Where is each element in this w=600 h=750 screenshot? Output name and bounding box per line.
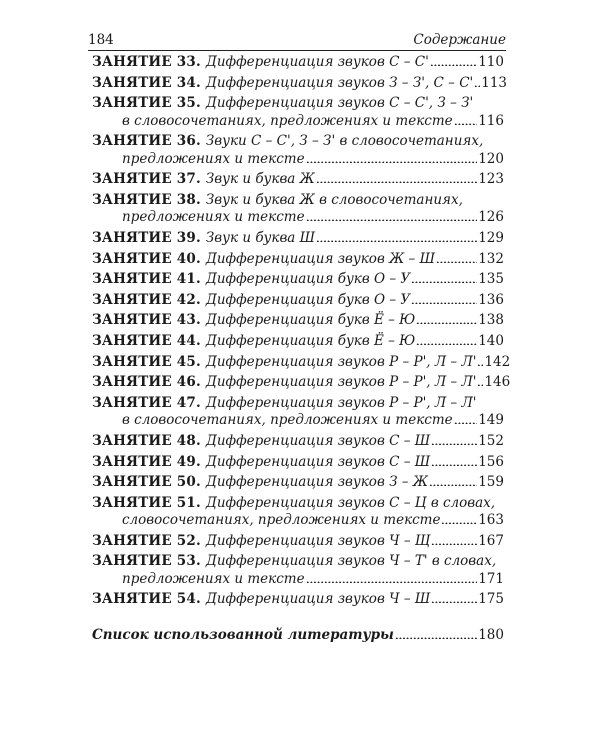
toc-line [92, 271, 504, 289]
dot-leader [411, 294, 477, 304]
toc-line [92, 312, 504, 330]
toc-page-number: 135 [478, 271, 504, 288]
toc-line [92, 113, 504, 131]
toc-entry-title: Дифференциация букв О – У [205, 271, 411, 288]
toc-entry-title: Дифференциация букв Ё – Ю [205, 333, 416, 350]
toc-line [92, 412, 504, 430]
toc-entry[interactable] [92, 395, 504, 430]
toc-line [92, 95, 504, 113]
toc-lesson-number: ЗАНЯТИЕ 51. [92, 494, 201, 511]
toc-lesson-number: ЗАНЯТИЕ 50. [92, 474, 201, 491]
toc-entry[interactable] [92, 433, 504, 451]
toc-entry[interactable] [92, 495, 504, 530]
toc-line [92, 74, 508, 93]
toc-line [92, 333, 504, 351]
toc-line [92, 571, 504, 589]
toc-line [92, 133, 504, 151]
dot-leader [431, 435, 477, 445]
toc-page-number: 180 [478, 626, 504, 643]
toc-line [92, 54, 504, 72]
toc-entry-title: Дифференциация звуков С – Ш [205, 432, 431, 449]
toc-lesson-number: ЗАНЯТИЕ 36. [92, 133, 201, 150]
table-of-contents [92, 54, 511, 648]
toc-entry-title: предложениях и тексте [122, 150, 305, 167]
toc-entry[interactable] [92, 474, 504, 492]
toc-page-number: 132 [478, 250, 504, 267]
toc-lesson-number: ЗАНЯТИЕ 46. [92, 374, 201, 391]
toc-page-number: 171 [478, 570, 504, 587]
dot-leader [411, 273, 477, 283]
toc-page-number: 113 [481, 74, 508, 91]
dot-leader [316, 232, 477, 242]
toc-entry[interactable] [92, 54, 504, 72]
toc-entry[interactable] [92, 74, 508, 93]
toc-entry-title: Дифференциация звуков З – З', С – С' [205, 74, 474, 91]
toc-line [92, 474, 504, 492]
toc-entry-title: в словосочетаниях, предложениях и тексте [122, 112, 453, 129]
toc-entry[interactable] [92, 553, 504, 588]
toc-line [92, 230, 504, 248]
toc-entry-title: Дифференциация звуков Р – Р', Л – Л' [205, 394, 477, 411]
toc-entry-title: Дифференциация звуков Ч – Щ [205, 532, 431, 549]
toc-lesson-number: ЗАНЯТИЕ 43. [92, 312, 201, 329]
toc-entry-title: словосочетаниях, предложениях и тексте [122, 512, 441, 529]
toc-entry[interactable] [92, 292, 504, 310]
toc-line [92, 454, 504, 472]
toc-lesson-number: ЗАНЯТИЕ 42. [92, 291, 201, 308]
toc-lesson-number: ЗАНЯТИЕ 40. [92, 250, 201, 267]
toc-page-number: 116 [478, 112, 504, 129]
dot-leader [454, 115, 478, 125]
dot-leader [306, 573, 478, 583]
toc-entry-title: Дифференциация звуков Р – Р', Л – Л' [205, 374, 477, 391]
dot-leader [477, 376, 483, 386]
toc-entry-title: предложениях и тексте [122, 209, 305, 226]
toc-lesson-number: ЗАНЯТИЕ 53. [92, 553, 201, 570]
dot-leader [436, 253, 477, 263]
toc-entry[interactable] [92, 251, 504, 269]
toc-page-number: 146 [484, 374, 511, 391]
toc-entry[interactable] [92, 171, 504, 189]
toc-lesson-number: ЗАНЯТИЕ 49. [92, 453, 201, 470]
section-title: Содержание [413, 32, 506, 48]
toc-lesson-number: ЗАНЯТИЕ 47. [92, 394, 201, 411]
toc-page-number: 123 [478, 171, 504, 188]
toc-entry[interactable] [92, 374, 511, 392]
toc-entry[interactable] [92, 133, 504, 168]
toc-page-number: 149 [478, 412, 504, 429]
dot-leader [474, 77, 480, 87]
dot-leader [441, 514, 477, 524]
toc-entry-title: Звук и буква Ж [205, 171, 315, 188]
toc-page-number: 129 [478, 230, 504, 247]
toc-lesson-number: ЗАНЯТИЕ 38. [92, 191, 201, 208]
toc-lesson-number: ЗАНЯТИЕ 52. [92, 532, 201, 549]
dot-leader [431, 593, 477, 603]
toc-lesson-number: ЗАНЯТИЕ 37. [92, 171, 201, 188]
toc-page-number: 163 [478, 512, 504, 529]
page-number: 184 [88, 32, 114, 48]
toc-entry-title: Звук и буква Ш [205, 230, 316, 247]
toc-line [92, 512, 504, 530]
toc-page-number: 126 [478, 209, 504, 226]
page-header [88, 31, 506, 49]
toc-entry[interactable] [92, 192, 504, 227]
toc-line [92, 627, 504, 645]
toc-entry-title: Дифференциация звуков Ч – Ш [205, 591, 431, 608]
toc-line [92, 591, 504, 609]
toc-entry[interactable] [92, 95, 504, 130]
toc-entry-title: Звук и буква Ж в словосочетаниях, [205, 191, 463, 208]
toc-page-number: 138 [478, 312, 504, 329]
toc-lesson-number: ЗАНЯТИЕ 41. [92, 271, 201, 288]
dot-leader [416, 314, 477, 324]
toc-lesson-number: ЗАНЯТИЕ 35. [92, 95, 201, 112]
toc-page-number: 167 [478, 532, 504, 549]
toc-line [92, 251, 504, 269]
toc-entry[interactable] [92, 230, 504, 248]
toc-line [92, 209, 504, 227]
toc-line [92, 192, 504, 210]
toc-page-number: 140 [478, 333, 504, 350]
toc-page-number: 152 [478, 432, 504, 449]
toc-line [92, 292, 504, 310]
toc-entry[interactable] [92, 591, 504, 609]
dot-leader [316, 173, 477, 183]
bibliography-title: Список использованной литературы [92, 626, 394, 643]
toc-lesson-number: ЗАНЯТИЕ 34. [92, 74, 201, 91]
toc-entry-title: Дифференциация букв Ё – Ю [205, 312, 416, 329]
toc-entry-title: Звуки С – С', З – З' в словосочетаниях, [205, 133, 484, 150]
toc-entry-title: предложениях и тексте [122, 570, 305, 587]
dot-leader [430, 56, 477, 66]
toc-page-number: 159 [478, 474, 504, 491]
toc-line [92, 151, 504, 169]
toc-entry[interactable] [92, 454, 504, 472]
toc-entry[interactable] [92, 271, 504, 289]
toc-page-number: 136 [478, 291, 504, 308]
toc-entry[interactable] [92, 533, 504, 551]
dot-leader [429, 476, 477, 486]
toc-page-number: 110 [478, 54, 504, 70]
toc-entry-title: Дифференциация звуков Ж – Ш [205, 250, 435, 267]
toc-line [92, 395, 504, 413]
toc-entry-title: Дифференциация звуков С – С' [205, 54, 429, 70]
toc-entry[interactable] [92, 353, 511, 372]
toc-entry-title: Дифференциация звуков С – С', З – З' [205, 95, 474, 112]
toc-line [92, 353, 511, 372]
toc-lesson-number: ЗАНЯТИЕ 39. [92, 230, 201, 247]
toc-line [92, 553, 504, 571]
toc-entry-title: Дифференциация звуков С – Ш [205, 453, 431, 470]
dot-leader [477, 356, 483, 366]
toc-line [92, 433, 504, 451]
dot-leader [395, 629, 477, 639]
toc-entry-title: Дифференциация букв О – У [205, 291, 411, 308]
toc-entry[interactable] [92, 312, 504, 330]
toc-entry-title: Дифференциация звуков З – Ж [205, 474, 428, 491]
toc-entry-title: Дифференциация звуков Р – Р', Л – Л' [205, 353, 477, 370]
toc-line [92, 533, 504, 551]
dot-leader [306, 211, 478, 221]
toc-lesson-number: ЗАНЯТИЕ 45. [92, 353, 201, 370]
dot-leader [306, 153, 478, 163]
bibliography-entry[interactable] [92, 627, 504, 645]
toc-line [92, 374, 511, 392]
toc-entry-title: Дифференциация звуков С – Ц в словах, [205, 494, 496, 511]
toc-page-number: 142 [484, 353, 511, 370]
toc-lesson-number: ЗАНЯТИЕ 44. [92, 333, 201, 350]
toc-lesson-number: ЗАНЯТИЕ 54. [92, 591, 201, 608]
dot-leader [431, 456, 477, 466]
toc-line [92, 171, 504, 189]
toc-page-number: 156 [478, 453, 504, 470]
dot-leader [431, 535, 477, 545]
toc-entry-title: Дифференциация звуков Ч – Т' в словах, [205, 553, 497, 570]
toc-entry-title: в словосочетаниях, предложениях и тексте [122, 412, 453, 429]
toc-line [92, 495, 504, 513]
toc-lesson-number: ЗАНЯТИЕ 48. [92, 432, 201, 449]
toc-page-number: 175 [478, 591, 504, 608]
dot-leader [416, 335, 477, 345]
toc-page-number: 120 [478, 150, 504, 167]
header-rule [88, 50, 506, 51]
toc-entry[interactable] [92, 333, 504, 351]
dot-leader [454, 414, 478, 424]
toc-lesson-number: ЗАНЯТИЕ 33. [92, 54, 201, 70]
